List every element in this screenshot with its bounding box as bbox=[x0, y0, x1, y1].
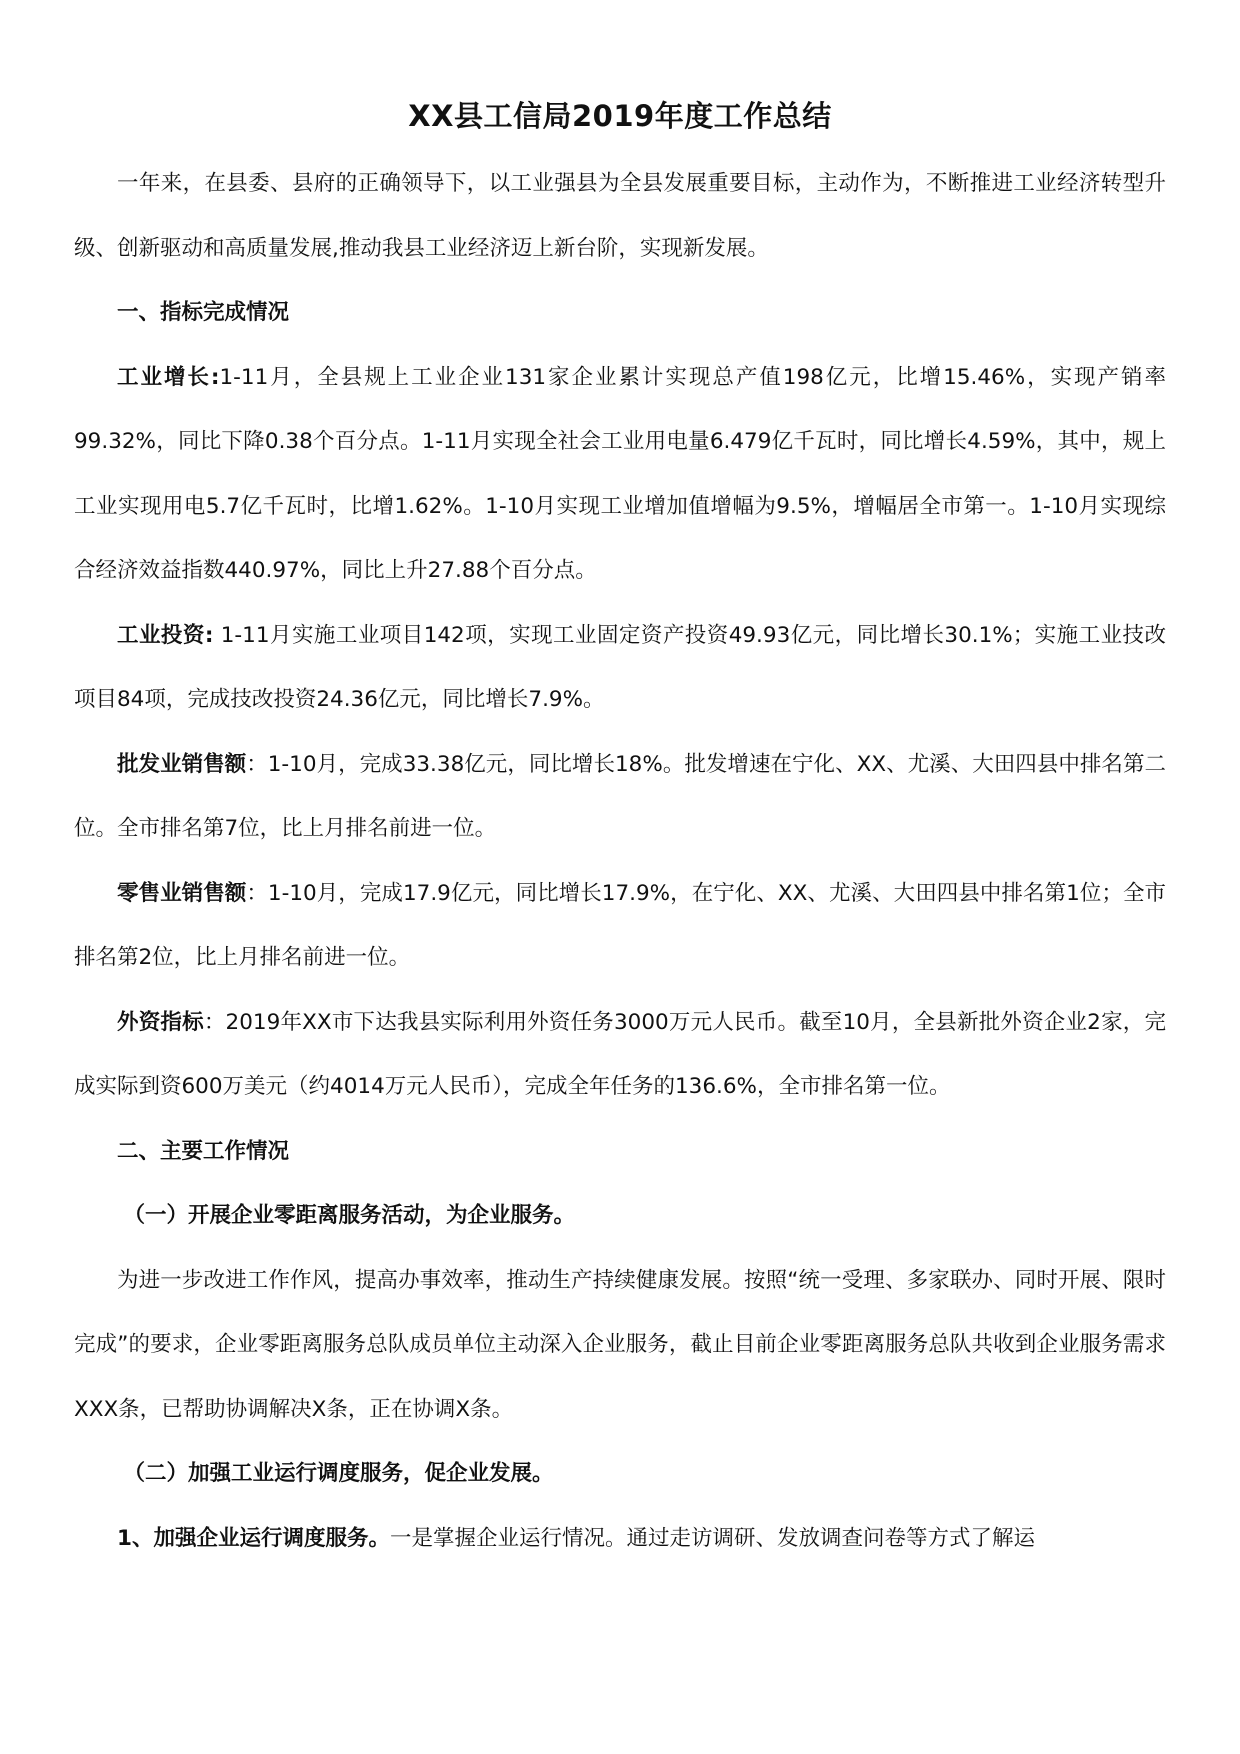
indicator-label: 零售业销售额 bbox=[117, 880, 247, 906]
indicator-text: 1-11月实施工业项目142项，实现工业固定资产投资49.93亿元，同比增长30.1%；实施工业技改项目84项，完成技改投资24.36亿元，同比增长7.9%。 bbox=[74, 622, 1166, 712]
indicator-industrial-growth bbox=[74, 346, 1166, 604]
indicator-text: ：1-10月，完成33.38亿元，同比增长18%。批发增速在宁化、XX、尤溪、大田四县中排名第二位。全市排名第7位，比上月排名前进一位。 bbox=[74, 751, 1166, 841]
section-heading-indicators: 一、指标完成情况 bbox=[117, 300, 290, 325]
indicator-text: ：1-10月，完成17.9亿元，同比增长17.9%，在宁化、XX、尤溪、大田四县中排名第1位；全市排名第2位，比上月排名前进一位。 bbox=[74, 880, 1166, 970]
indicator-wholesale-sales bbox=[74, 733, 1166, 862]
subsection-item-operation-scheduling bbox=[74, 1507, 1166, 1572]
indicator-label: 批发业销售额 bbox=[117, 751, 247, 777]
indicator-retail-sales bbox=[74, 862, 1166, 991]
subsection-heading-zero-distance-service: （一）开展企业零距离服务活动，为企业服务。 bbox=[123, 1203, 575, 1228]
item-text: 一是掌握企业运行情况。通过走访调研、发放调查问卷等方式了解运 bbox=[389, 1525, 1035, 1551]
subsection-heading-operation-scheduling: （二）加强工业运行调度服务，促企业发展。 bbox=[123, 1461, 554, 1486]
indicator-industrial-investment bbox=[74, 604, 1166, 733]
intro-paragraph: 一年来，在县委、县府的正确领导下，以工业强县为全县发展重要目标，主动作为，不断推进工业经济转型升级、创新驱动和高质量发展,推动我县工业经济迈上新台阶，实现新发展。 bbox=[74, 171, 1166, 261]
indicator-label: 工业增长: bbox=[117, 364, 220, 390]
section-heading-main-work: 二、主要工作情况 bbox=[117, 1138, 290, 1164]
document-title: XX县工信局2019年度工作总结 bbox=[408, 99, 832, 133]
indicator-foreign-investment bbox=[74, 991, 1166, 1120]
indicator-text: 1-11月，全县规上工业企业131家企业累计实现总产值198亿元，比增15.46%，实现产销率99.32%，同比下降0.38个百分点。1-11月实现全社会工业用电量6.479亿千瓦时，同比增长4.59%，其中，规上工业实现用电5.7亿千瓦时，比增1.62%。1-10月实现工业增加值增幅为9.5%，增幅居全市第一。1-10月实现综合经济效益指数440.97%，同比上升27.88个百分点。 bbox=[74, 364, 1166, 583]
indicator-label: 工业投资: bbox=[117, 622, 214, 648]
indicator-label: 外资指标 bbox=[117, 1009, 204, 1035]
item-label: 1、加强企业运行调度服务。 bbox=[117, 1525, 390, 1551]
subsection-body-zero-distance-service: 为进一步改进工作作风，提高办事效率，推动生产持续健康发展。按照“统一受理、多家联办、同时开展、限时完成”的要求，企业零距离服务总队成员单位主动深入企业服务，截止目前企业零距离服务总队共收到企业服务需求XXX条，已帮助协调解决X条，正在协调X条。 bbox=[74, 1267, 1166, 1422]
indicator-text: ：2019年XX市下达我县实际利用外资任务3000万元人民币。截至10月，全县新批外资企业2家，完成实际到资600万美元（约4014万元人民币），完成全年任务的136.6%，全市排名第一位。 bbox=[74, 1009, 1166, 1099]
